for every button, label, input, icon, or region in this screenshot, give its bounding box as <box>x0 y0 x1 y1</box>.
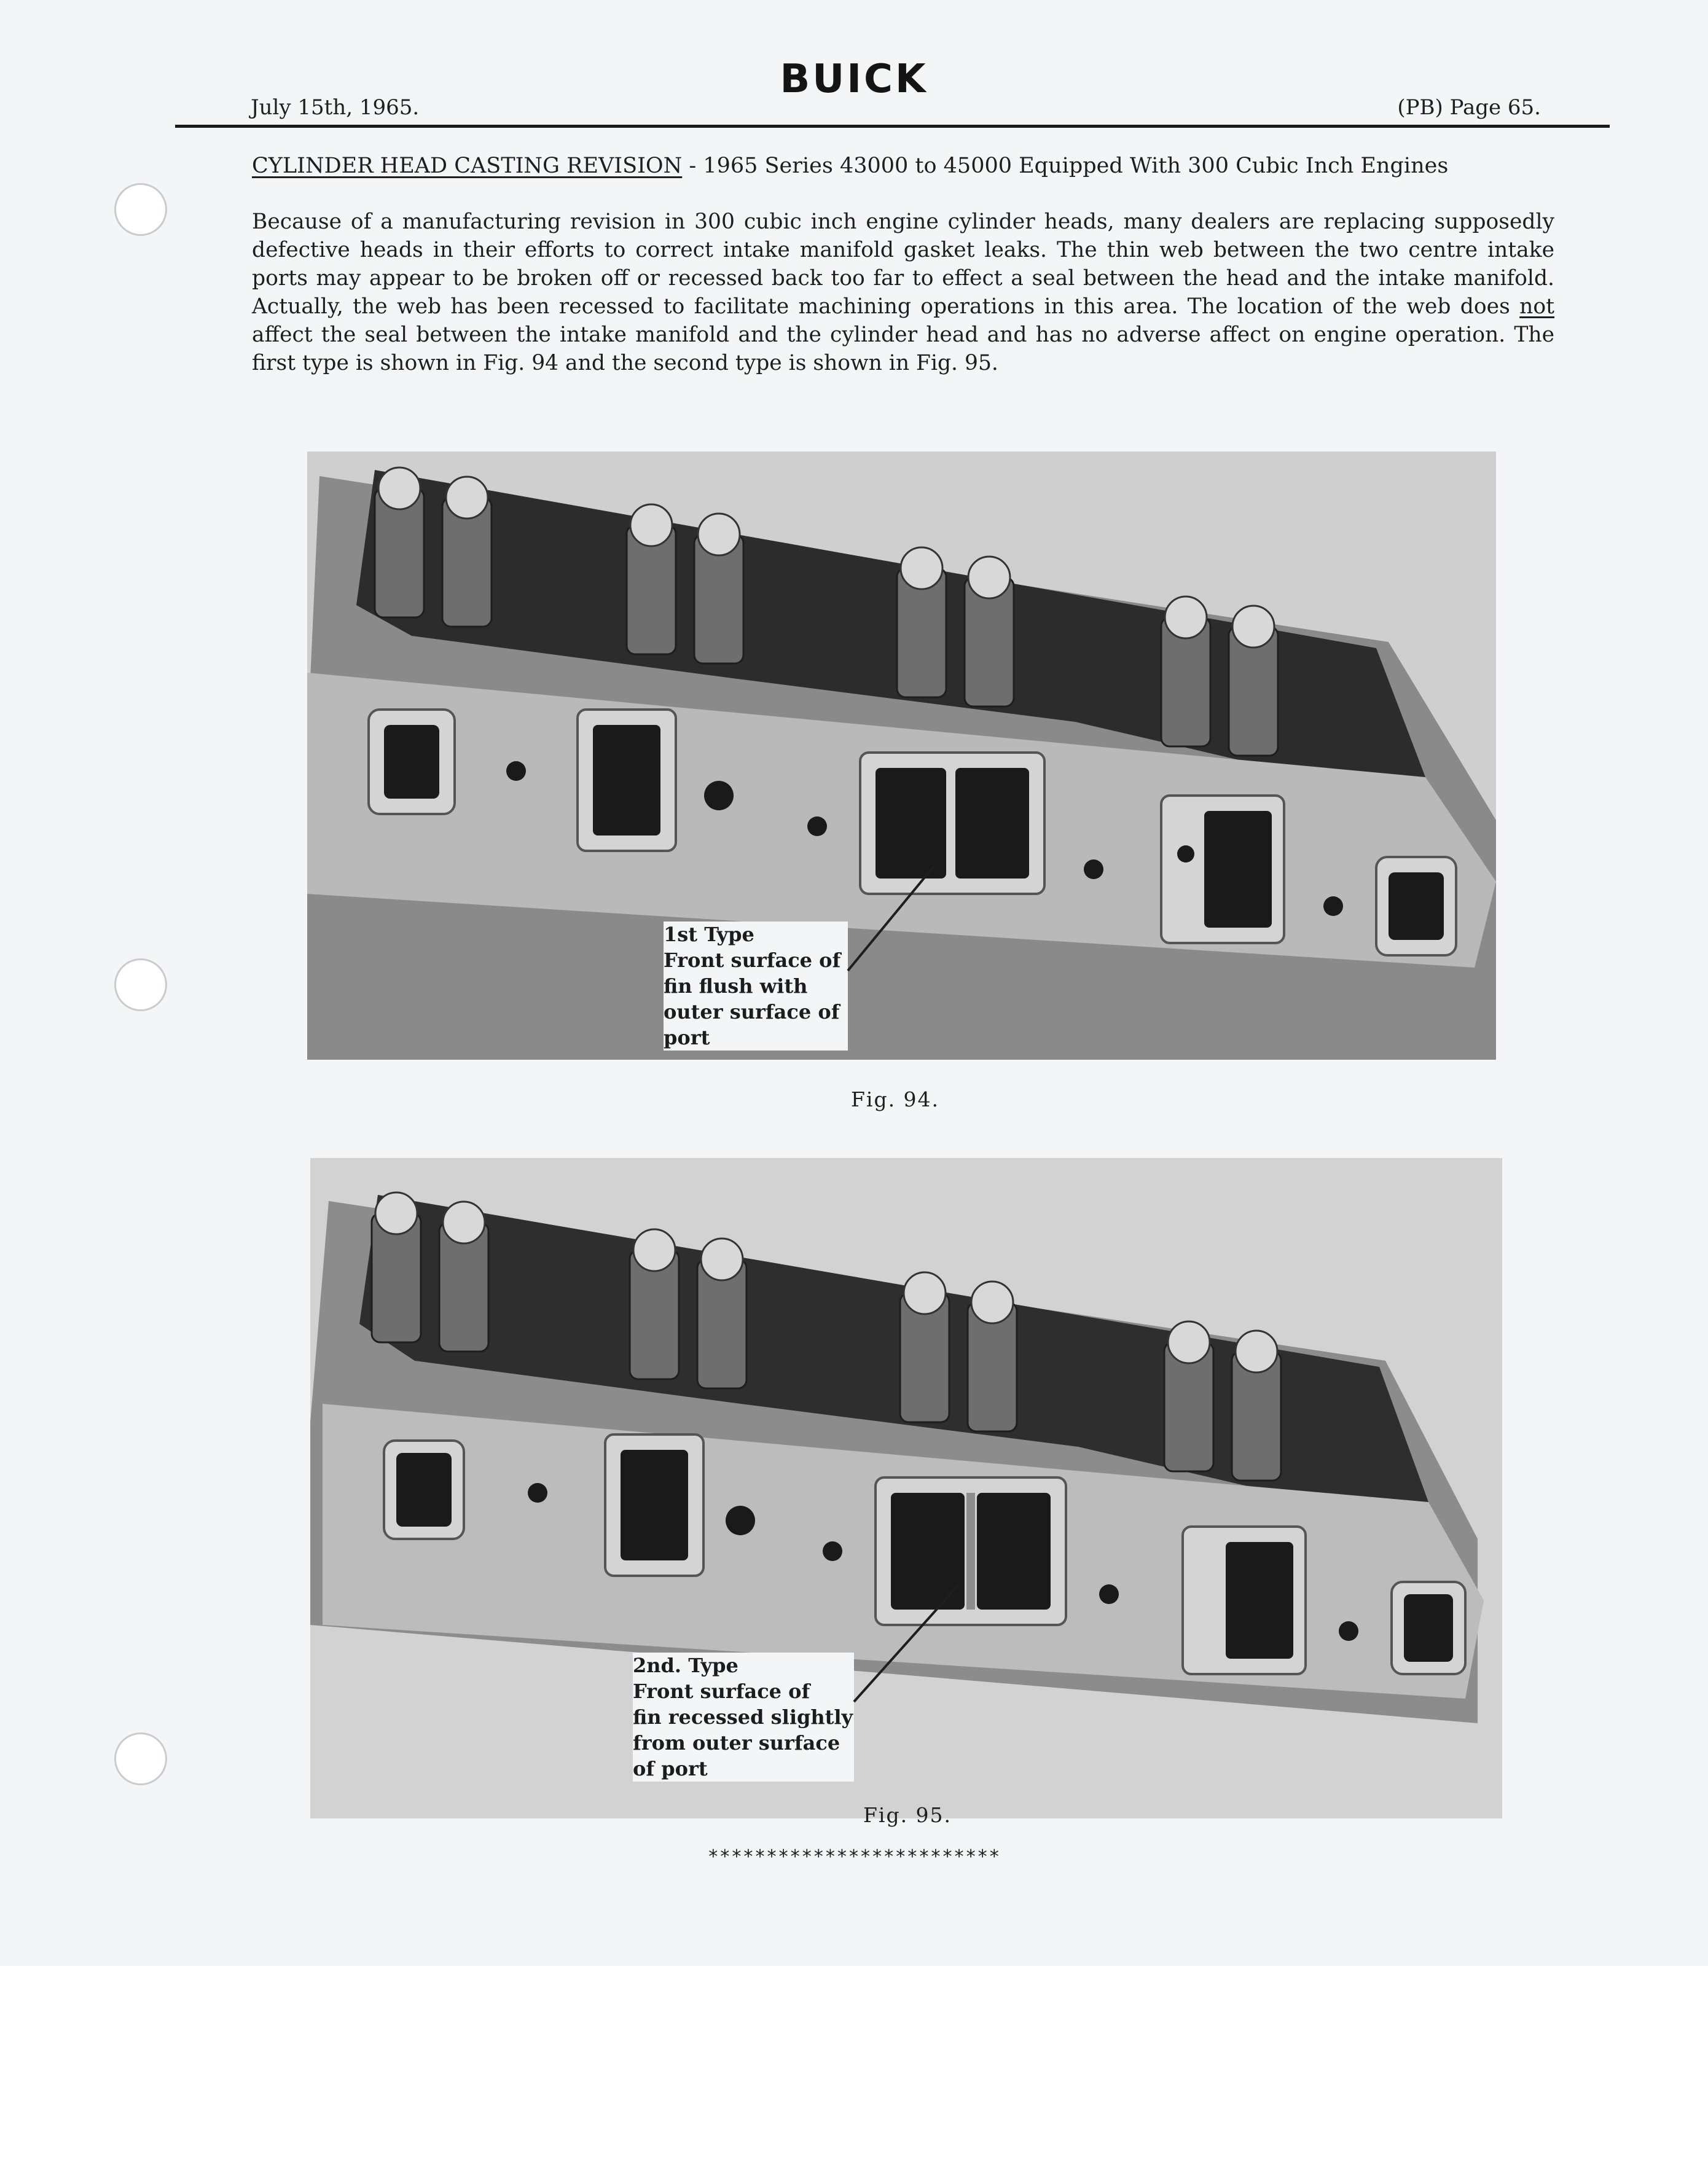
article-title: CYLINDER HEAD CASTING REVISION <box>252 154 683 178</box>
callout-line: 2nd. Type <box>633 1654 738 1677</box>
figure-95-photo <box>310 1158 1502 1818</box>
page-reference: (PB) Page 65. <box>1397 95 1541 120</box>
bulletin-date: July 15th, 1965. <box>251 95 420 120</box>
binder-hole-middle <box>114 958 167 1011</box>
figure-94-leader-line <box>842 854 977 977</box>
figure-95-callout <box>633 1653 854 1782</box>
article-subtitle: - 1965 Series 43000 to 45000 Equipped With 300 Cubic Inch Engines <box>682 154 1449 178</box>
callout-line: of port <box>633 1757 708 1780</box>
body-emphasis: not <box>1519 294 1554 319</box>
binder-hole-top <box>114 183 167 236</box>
callout-line: fin flush with <box>664 974 808 998</box>
figure-95-caption: Fig. 95. <box>863 1803 952 1827</box>
body-text-part-2: affect the seal between the intake manifold and the cylinder head and has no adverse affect on engine operation. The first type is shown in Fig. 94 and the second type is shown in Fig. 95. <box>252 323 1554 375</box>
binder-hole-bottom <box>114 1732 167 1785</box>
figure-94-caption: Fig. 94. <box>851 1087 940 1111</box>
page-bottom-margin <box>0 1966 1708 2168</box>
callout-line: port <box>664 1026 710 1049</box>
callout-line: outer surface of <box>664 1000 840 1023</box>
article-body <box>252 208 1554 377</box>
callout-line: from outer surface <box>633 1731 840 1755</box>
figure-94-callout <box>664 922 848 1051</box>
cylinder-head-image <box>310 1158 1502 1818</box>
callout-line: Front surface of <box>633 1680 810 1703</box>
callout-line: Front surface of <box>664 949 841 972</box>
article-heading <box>252 154 1448 178</box>
callout-line: fin recessed slightly <box>633 1705 853 1729</box>
figure-95-leader-line <box>848 1573 983 1708</box>
body-text-part-1: Because of a manufacturing revision in 300 cubic inch engine cylinder heads, many dealers are replacing supposedly defective heads in their efforts to correct intake manifold gasket leaks. The thin web between the two centre intake ports may appear to be broken off or recessed back too far to effect a seal between the head and the intake manifold. Actually, the web has been recessed to facilitate machining operations in this area. The location of the web does <box>252 209 1554 319</box>
brand-heading: BUICK <box>780 57 928 102</box>
header-rule <box>175 125 1610 128</box>
end-separator: ************************* <box>707 1846 1001 1868</box>
callout-line: 1st Type <box>664 923 754 946</box>
